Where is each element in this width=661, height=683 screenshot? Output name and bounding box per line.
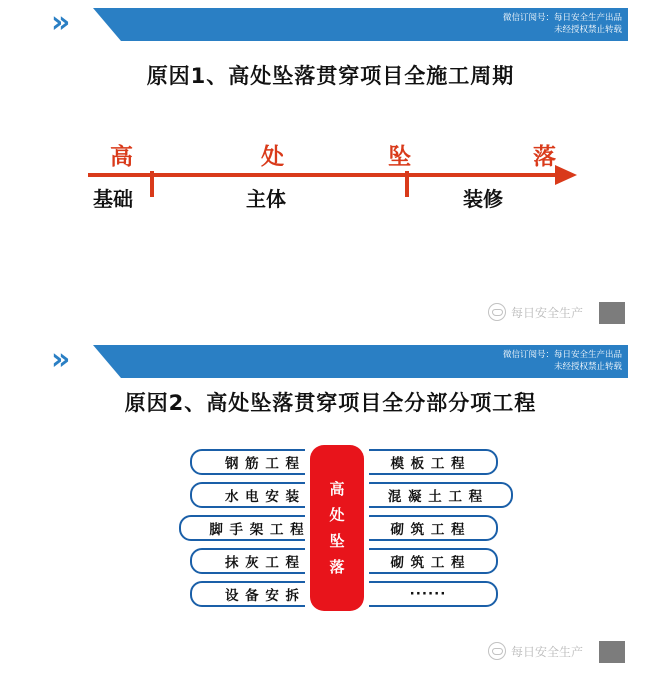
matrix-cell-right: ······ <box>358 581 498 607</box>
banner-credit-line1: 微信订阅号：每日安全生产出品 <box>502 13 622 23</box>
watermark <box>488 642 583 660</box>
watermark-block <box>599 302 625 324</box>
matrix-cell-left: 水 电 安 装 <box>190 482 335 508</box>
slide-2-banner <box>33 342 628 378</box>
double-chevron-right-icon: » <box>51 5 67 40</box>
banner-credit-line2: 未经授权禁止转载 <box>553 362 622 372</box>
timeline-top-label: 落 <box>533 144 556 170</box>
banner-credit-line1: 微信订阅号：每日安全生产出品 <box>502 350 622 360</box>
center-label-char: 处 <box>329 506 345 524</box>
slide-1-title: 原因1、高处坠落贯穿项目全施工周期 <box>146 64 515 88</box>
banner-credit-line2: 未经授权禁止转载 <box>553 25 622 35</box>
center-label-char: 落 <box>329 558 345 576</box>
matrix-cell-right: 砌 筑 工 程 <box>358 548 498 574</box>
wechat-circle-icon <box>488 303 506 321</box>
slide-1-banner <box>33 5 628 41</box>
timeline-bottom-label: 基础 <box>93 187 133 211</box>
timeline-top-label: 处 <box>261 144 284 170</box>
timeline-tick-2 <box>405 171 409 197</box>
matrix-cell-left: 脚 手 架 工 程 <box>179 515 335 541</box>
matrix-cell-right: 砌 筑 工 程 <box>358 515 498 541</box>
center-label-char: 高 <box>329 480 345 498</box>
banner-wedge <box>93 8 121 41</box>
timeline-top-label: 高 <box>110 144 133 170</box>
matrix-cell-right: 模 板 工 程 <box>358 449 498 475</box>
timeline-axis <box>88 173 558 177</box>
matrix-cell-left: 设 备 安 拆 <box>190 581 335 607</box>
matrix-cell-left: 钢 筋 工 程 <box>190 449 335 475</box>
matrix-center-highlight <box>310 445 364 611</box>
matrix-cell-right: 混 凝 土 工 程 <box>358 482 513 508</box>
slide-2-title: 原因2、高处坠落贯穿项目全分部分项工程 <box>124 391 537 415</box>
watermark-block <box>599 641 625 663</box>
timeline-bottom-label: 主体 <box>246 187 286 211</box>
watermark-text: 每日安全生产 <box>511 305 584 320</box>
double-chevron-right-icon: » <box>51 342 67 377</box>
timeline-arrowhead <box>555 165 577 185</box>
timeline-bottom-label: 装修 <box>463 187 503 211</box>
watermark-text: 每日安全生产 <box>511 644 584 659</box>
timeline-tick-1 <box>150 171 154 197</box>
wechat-circle-icon <box>488 642 506 660</box>
banner-credit <box>503 349 622 373</box>
matrix-cell-left: 抹 灰 工 程 <box>190 548 335 574</box>
slide-2 <box>33 342 628 675</box>
slide-1 <box>33 5 628 326</box>
banner-credit <box>503 12 622 36</box>
center-label-char: 坠 <box>329 532 345 550</box>
banner-wedge <box>93 345 121 378</box>
timeline-top-label: 坠 <box>388 144 411 170</box>
watermark <box>488 303 583 321</box>
